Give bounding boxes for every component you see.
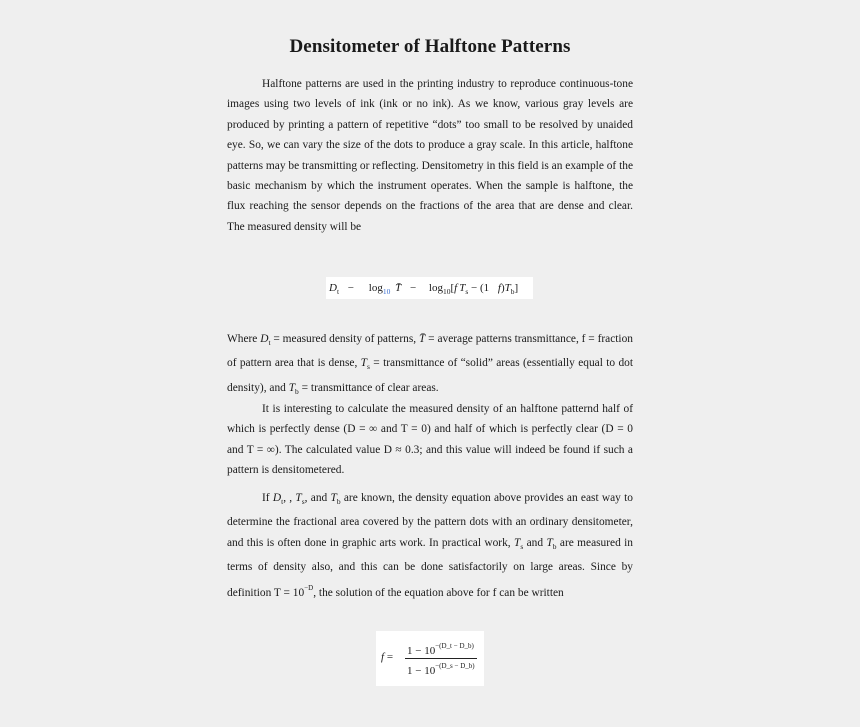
paragraph-solution: If $D_t$, , $T_s$, and $T_b$ are known, the density equation above provides an east way to determine the fractional area covered by the pattern dots with an ordinary densitometer, and this is often done in graphic arts work. In practical work, $T_s$ and $T_b$ are measured in terms of density also, and this can be done satisfactorily on large areas. Since by definition $T = 10^{-D}$, the solution of the equation above for f can be written [227, 492, 634, 599]
paragraph-intro: Halftone patterns are used in the printing industry to reproduce continuous-tone images using two levels of ink (ink or no ink). As we know, various gray levels are produced by printing a pattern of repetitive “dots” too small to be resolved by unaided eye. So, we can vary the size of the dots to produce a gray scale. In this article, halftone patterns may be transmitting or reflecting. Densitometry in this field is an example of the basic mechanism by which the instrument operates. When the sample is halftone, the flux reaching the sensor depends on the fractions of the area that are dense and clear. The measured density will be [227, 78, 633, 233]
fraction-bar [405, 658, 477, 659]
density-equation: Dt − log10 T̄ − log10[f Ts − (1 f)Tb] [326, 277, 533, 299]
paragraph-definitions: Where $D_t$ = measured density of patterns, T̄ = average patterns transmittance, f = fraction of pattern area that is dense, $T_s$ = transmittance of “solid” areas (essentially equal to dot density), and $T_b$ = transmittance of clear areas. [227, 333, 634, 396]
fraction-equation: f = $1 - 10^{-(D\_t - D\_b)}$ $1 - 10^{-(D\_s - D\_b)}$ [376, 631, 484, 686]
document-title: Densitometer of Halftone Patterns [289, 36, 571, 57]
paragraph-calculation: It is interesting to calculate the measured density of an halftone patternd half of which is perfectly dense (D = ∞ and T = 0) and half of which is perfectly clear (D = 0 and T = ∞). The calculated value D ≈ 0.3; and this value will indeed be found if such a pattern is densitometered. [227, 403, 633, 477]
